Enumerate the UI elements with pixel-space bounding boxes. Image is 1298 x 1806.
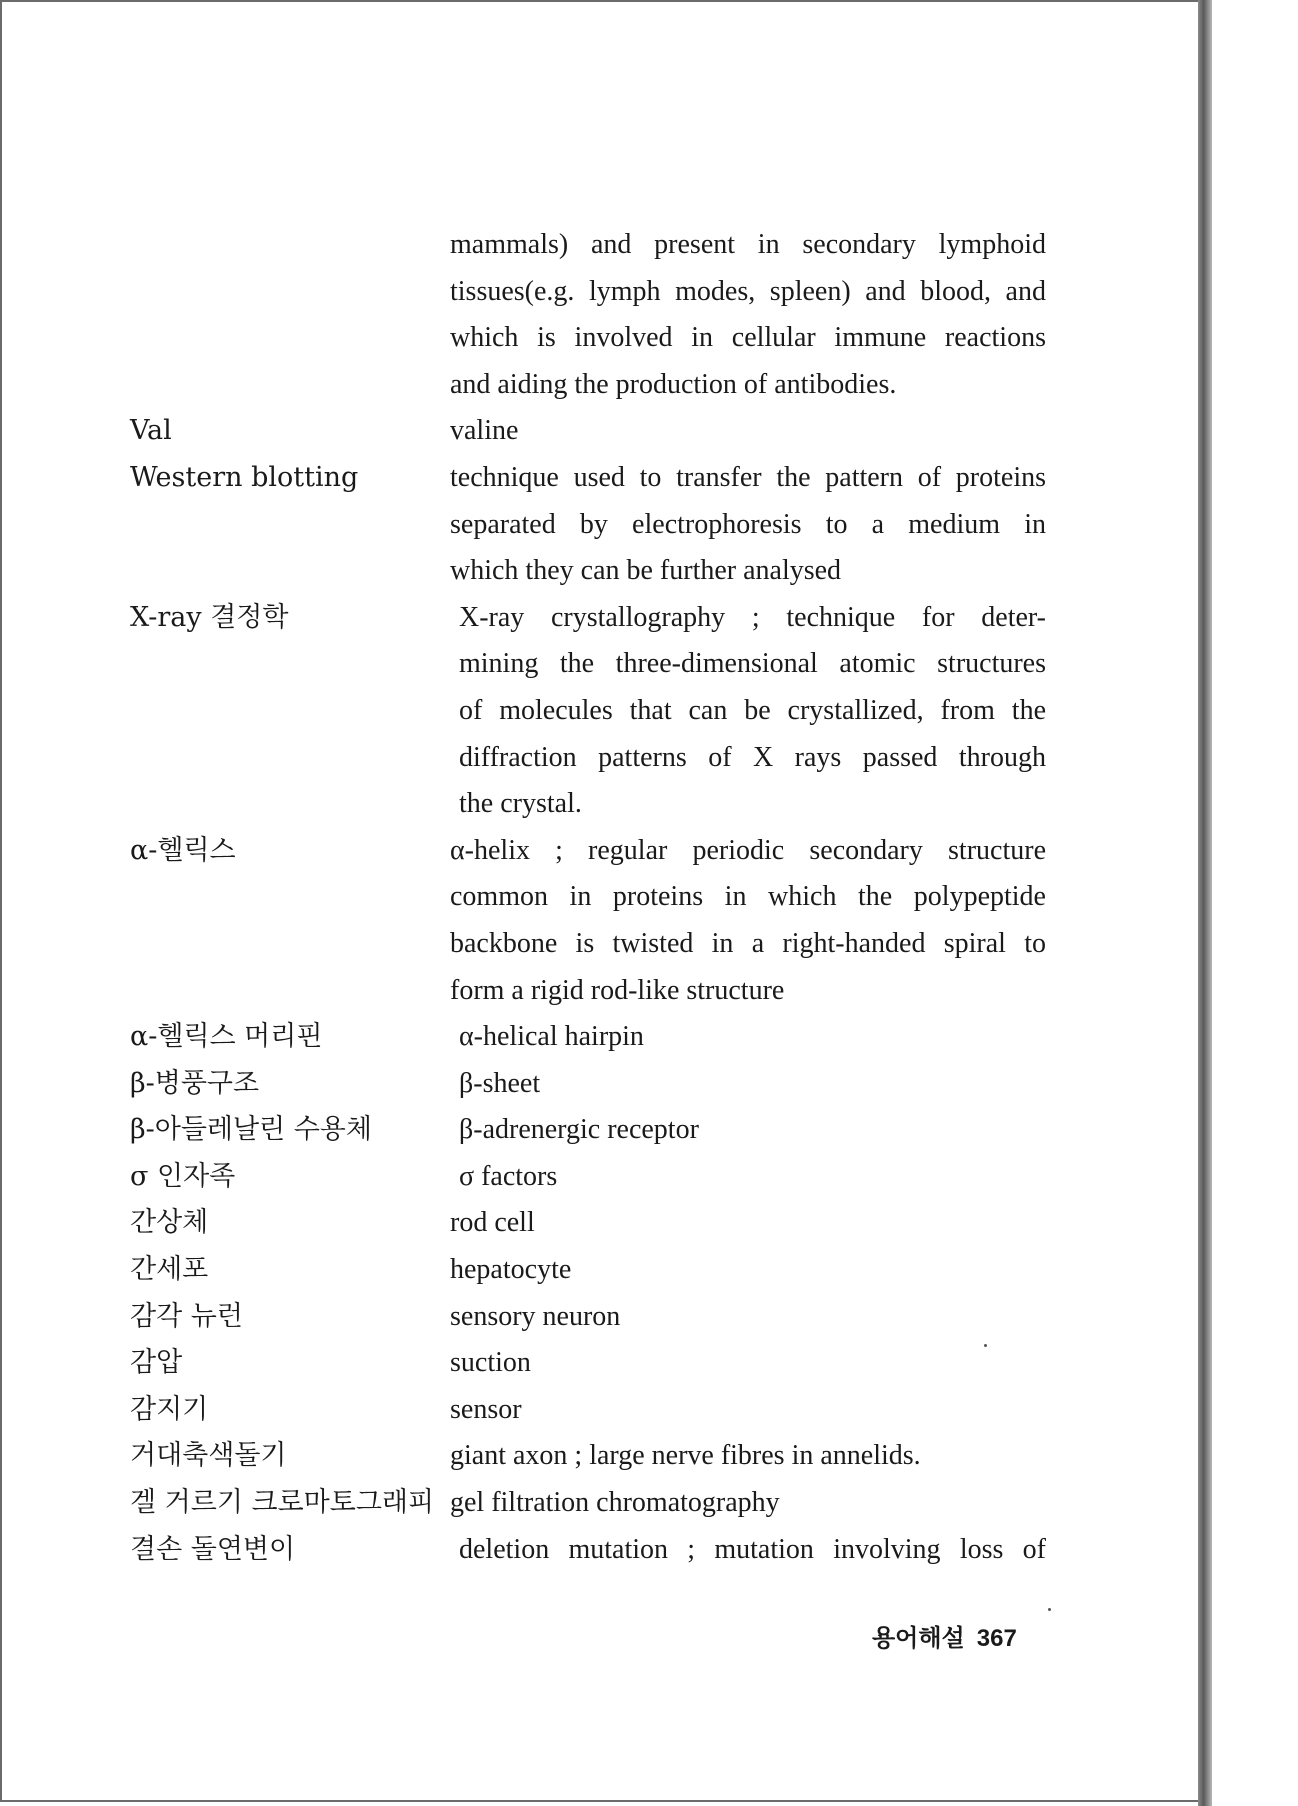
glossary-term: 겔 거르기 크로마토그래피 <box>130 1487 435 1519</box>
glossary-entry-continuation <box>130 222 1050 408</box>
glossary-entry-hepatocyte <box>130 1247 1050 1294</box>
glossary-definition <box>450 1061 1046 1108</box>
definition-line: β-sheet <box>459 1067 541 1099</box>
definition-line: rod cell <box>450 1207 535 1239</box>
glossary-term: β-아들레날린 수용체 <box>130 1114 372 1146</box>
glossary-term: Val <box>130 415 172 447</box>
glossary-entry-beta-receptor <box>130 1107 1050 1154</box>
glossary-list <box>130 222 1050 1573</box>
glossary-definition <box>450 1294 1046 1341</box>
glossary-entry-deletion-mutation <box>130 1527 1050 1574</box>
glossary-entry-val <box>130 408 1050 455</box>
definition-line: giant axon ; large nerve fibres in annelids. <box>450 1440 921 1472</box>
glossary-entry-gel-filtration <box>130 1480 1050 1527</box>
glossary-entry-sensor <box>130 1387 1050 1434</box>
definition-line: of molecules that can be crystallized, from the <box>459 694 1046 726</box>
glossary-term: Western blotting <box>130 461 359 493</box>
page-footer <box>872 1618 1017 1653</box>
definition-line: technique used to transfer the pattern of proteins <box>450 461 1046 493</box>
scan-speck <box>984 1344 987 1347</box>
definition-line: form a rigid rod-like structure <box>450 974 785 1006</box>
glossary-term: 간세포 <box>130 1254 209 1286</box>
definition-line: which they can be further analysed <box>450 555 842 587</box>
page-number: 367 <box>976 1625 1017 1652</box>
definition-line: valine <box>450 415 519 447</box>
definition-line: and aiding the production of antibodies. <box>450 368 897 400</box>
definition-line: deletion mutation ; mutation involving loss of <box>459 1533 1046 1565</box>
glossary-entry-beta-sheet <box>130 1061 1050 1108</box>
glossary-term: α-헬릭스 <box>130 834 236 866</box>
glossary-entry-rod-cell <box>130 1200 1050 1247</box>
scan-speck <box>1048 1608 1051 1611</box>
glossary-definition <box>450 1154 1046 1201</box>
glossary-definition <box>450 1247 1046 1294</box>
glossary-entry-sigma-factors <box>130 1154 1050 1201</box>
definition-line: β-adrenergic receptor <box>459 1114 699 1146</box>
definition-line: suction <box>450 1347 531 1379</box>
glossary-entry-western-blotting <box>130 455 1050 595</box>
glossary-term: X-ray 결정학 <box>130 601 289 633</box>
glossary-entry-alpha-hairpin <box>130 1014 1050 1061</box>
glossary-definition <box>450 1340 1046 1387</box>
definition-line: tissues(e.g. lymph modes, spleen) and blood, and <box>450 275 1046 307</box>
definition-line: the crystal. <box>459 788 582 820</box>
glossary-definition <box>450 1527 1046 1574</box>
section-title: 용어해설 <box>872 1624 965 1652</box>
background-margin <box>1212 0 1298 1806</box>
definition-line: α-helix ; regular periodic secondary structure <box>450 834 1046 866</box>
glossary-term: 감지기 <box>130 1393 209 1425</box>
glossary-entry-suction <box>130 1340 1050 1387</box>
glossary-definition <box>450 1014 1046 1061</box>
definition-line: sensor <box>450 1393 522 1425</box>
glossary-definition <box>450 1433 1046 1480</box>
definition-line: which is involved in cellular immune reactions <box>450 322 1046 354</box>
definition-line: X-ray crystallography ; technique for deter- <box>459 601 1046 633</box>
glossary-definition <box>450 595 1046 828</box>
glossary-definition <box>450 455 1046 595</box>
definition-line: separated by electrophoresis to a medium in <box>450 508 1046 540</box>
definition-line: mammals) and present in secondary lymphoid <box>450 229 1046 260</box>
glossary-term: 거대축색돌기 <box>130 1440 287 1472</box>
glossary-definition <box>450 222 1046 408</box>
definition-line: mining the three-dimensional atomic structures <box>459 648 1046 680</box>
glossary-definition <box>450 1387 1046 1434</box>
glossary-term: 결손 돌연변이 <box>130 1533 296 1565</box>
book-page-edge <box>1198 0 1212 1806</box>
glossary-term: β-병풍구조 <box>130 1067 260 1099</box>
definition-line: σ factors <box>459 1160 558 1192</box>
glossary-entry-sensory-neuron <box>130 1294 1050 1341</box>
definition-line: common in proteins in which the polypeptide <box>450 881 1046 913</box>
glossary-term: 감각 뉴런 <box>130 1300 243 1332</box>
definition-line: hepatocyte <box>450 1254 572 1286</box>
glossary-definition <box>450 408 1046 455</box>
glossary-definition <box>450 1480 1046 1527</box>
glossary-term: σ 인자족 <box>130 1160 236 1192</box>
glossary-term: 감압 <box>130 1347 183 1379</box>
glossary-definition <box>450 1200 1046 1247</box>
glossary-term: α-헬릭스 머리핀 <box>130 1021 323 1053</box>
glossary-entry-alpha-helix <box>130 828 1050 1014</box>
glossary-entry-giant-axon <box>130 1433 1050 1480</box>
glossary-definition <box>450 828 1046 1014</box>
glossary-definition <box>450 1107 1046 1154</box>
definition-line: sensory neuron <box>450 1300 621 1332</box>
glossary-entry-xray <box>130 595 1050 828</box>
definition-line: gel filtration chromatography <box>450 1487 780 1519</box>
definition-line: backbone is twisted in a right-handed spiral to <box>450 927 1046 959</box>
definition-line: α-helical hairpin <box>459 1021 644 1053</box>
definition-line: diffraction patterns of X rays passed through <box>459 741 1046 773</box>
glossary-term: 간상체 <box>130 1207 209 1239</box>
